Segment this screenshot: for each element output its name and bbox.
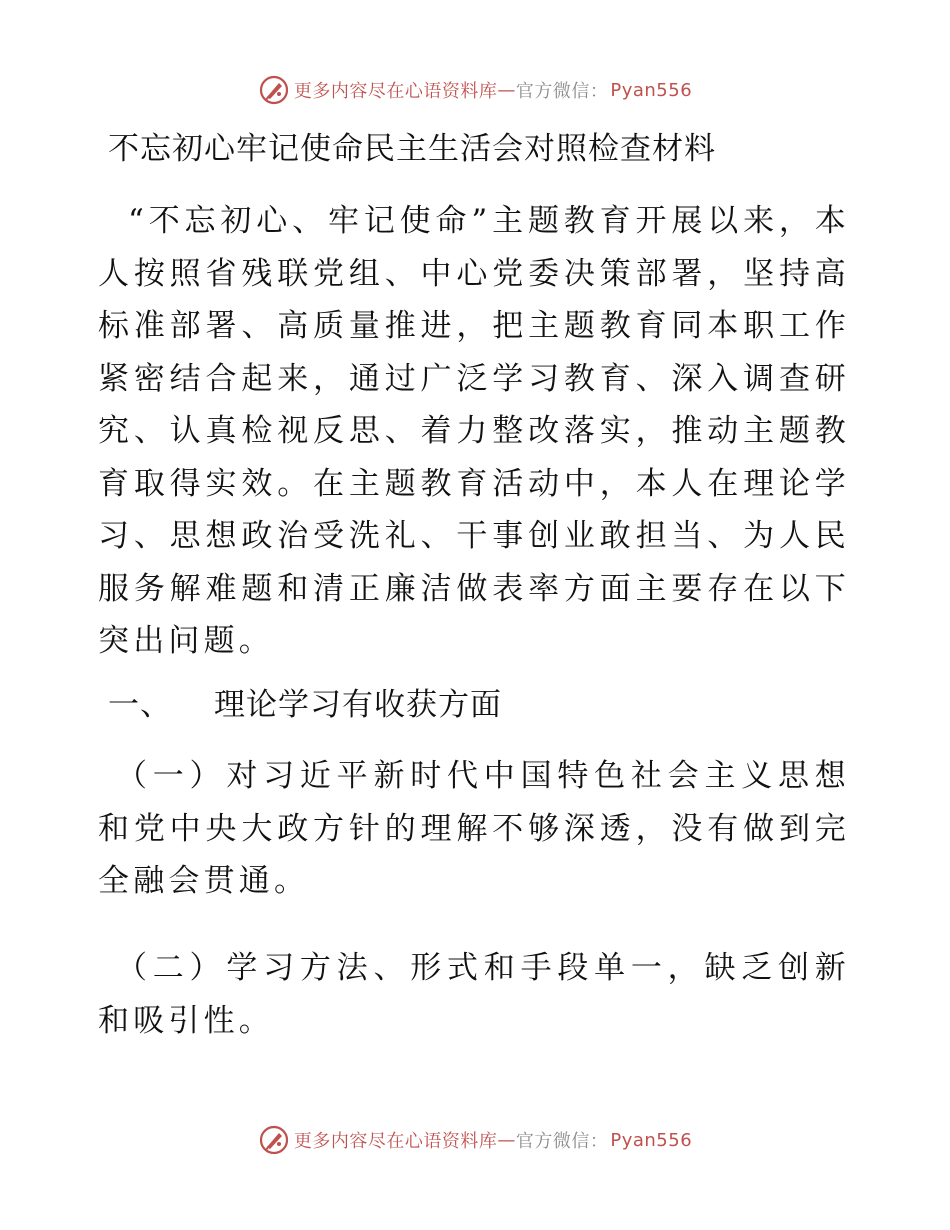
section-number: 一、 <box>108 687 172 723</box>
watermark-separator: — <box>497 79 516 101</box>
footer-watermark <box>0 1120 950 1160</box>
list-item: （一）对习近平新时代中国特色社会主义思想和党中央大政方针的理解不够深透，没有做到完全融会贯通。 <box>98 758 850 899</box>
quill-pen-logo-icon <box>258 74 290 106</box>
watermark-label: 官方微信： <box>515 81 609 102</box>
section-heading <box>108 683 502 727</box>
list-item: （二）学习方法、形式和手段单一，缺乏创新和吸引性。 <box>98 950 850 1039</box>
intro-paragraph: “不忘初心、牢记使命”主题教育开展以来，本人按照省残联党组、中心党委决策部署，坚持高标准部署、高质量推进，把主题教育同本职工作紧密结合起来，通过广泛学习教育、深入调查研究、认真检视反思、着力整改落实，推动主题教育取得实效。在主题教育活动中，本人在理论学习、思想政治受洗礼、干事创业敢担当、为人民服务解难题和清正廉洁做表率方面主要存在以下突出问题。 <box>98 203 850 659</box>
document-title: 不忘初心牢记使命民主生活会对照检查材料 <box>108 131 716 167</box>
section-heading-text: 理论学习有收获方面 <box>214 687 502 723</box>
quill-pen-logo-icon <box>258 1124 290 1156</box>
watermark-account: Pyan556 <box>610 1129 693 1151</box>
header-watermark <box>0 70 950 110</box>
watermark-account: Pyan556 <box>610 79 693 101</box>
watermark-brand: 更多内容尽在心语资料库 <box>293 1131 498 1152</box>
watermark-brand: 更多内容尽在心语资料库 <box>293 81 498 102</box>
watermark-separator: — <box>497 1129 516 1151</box>
watermark-label: 官方微信： <box>515 1131 609 1152</box>
